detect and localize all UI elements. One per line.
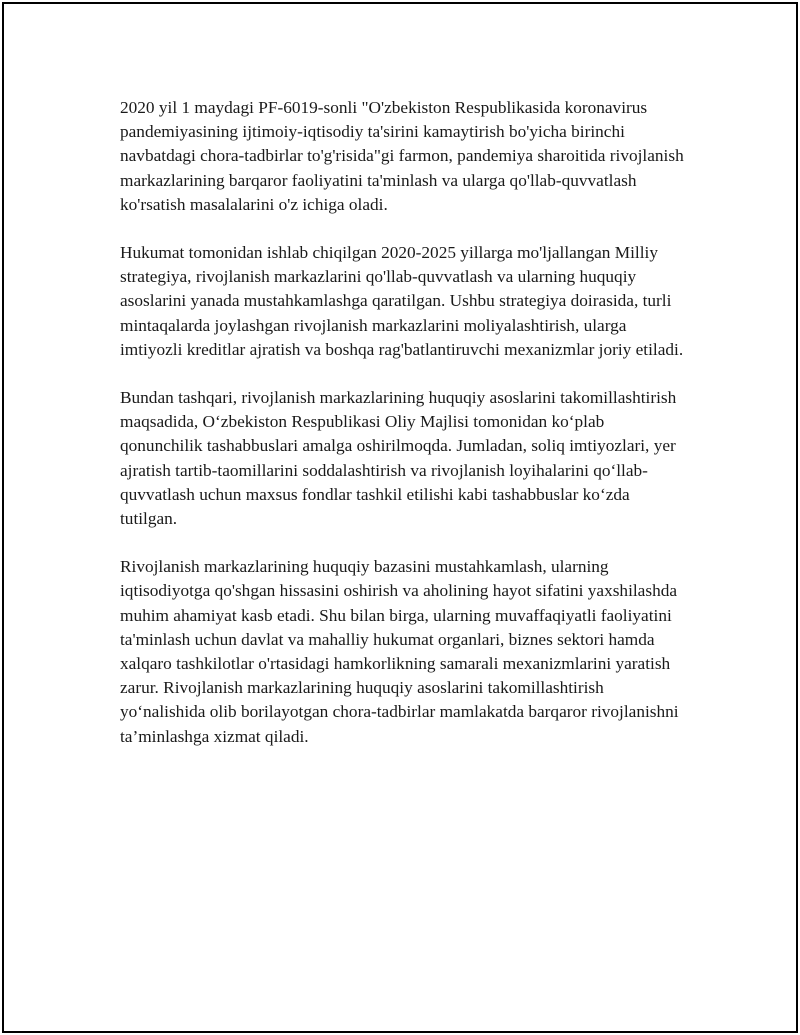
paragraph-national-strategy: Hukumat tomonidan ishlab chiqilgan 2020-2025 yillarga mo'ljallangan Milliy strategiya, rivojlanish markazlarini qo'llab-quvvatlash va ularning huquqiy asoslarini yanada mustahkamlashga qaratilgan. Ushbu strategiya doirasida, turli mintaqalarda joylashgan rivojlanish markazlarini moliyalashtirish, ularga imtiyozli kreditlar ajratish va boshqa rag'batlantiruvchi mexanizmlar joriy etiladi.: [120, 243, 684, 359]
paragraph-legislative-initiatives: Bundan tashqari, rivojlanish markazlarining huquqiy asoslarini takomillashtirish maqsadida, O‘zbekiston Respublikasi Oliy Majlisi tomonidan ko‘plab qonunchilik tashabbuslari amalga oshirilmoqda. Jumladan, soliq imtiyozlari, yer ajratish tartib-taomillarini soddalashtirish va rivojlanish loyihalarini qo‘llab-quvvatlash uchun maxsus fondlar tashkil etilishi kabi tashabbuslar ko‘zda tutilgan.: [120, 388, 677, 529]
page-frame: [2, 2, 798, 1033]
paragraph-legal-framework: Rivojlanish markazlarining huquqiy bazasini mustahkamlash, ularning iqtisodiyotga qo'shgan hissasini oshirish va aholining hayot sifatini yaxshilashda muhim ahamiyat kasb etadi. Shu bilan birga, ularning muvaffaqiyatli faoliyatini ta'minlash uchun davlat va mahalliy hukumat organlari, biznes sektori hamda xalqaro tashkilotlar o'rtasidagi hamkorlikning samarali mexanizmlarini yaratish zarur. Rivojlanish markazlarining huquqiy asoslarini takomillashtirish yo‘nalishida olib borilayotgan chora-tadbirlar mamlakatda barqaror rivojlanishni ta’minlashga xizmat qiladi.: [120, 557, 679, 746]
paragraph-decree: 2020 yil 1 maydagi PF-6019-sonli "O'zbekiston Respublikasida koronavirus pandemiyasining ijtimoiy-iqtisodiy ta'sirini kamaytirish bo'yicha birinchi navbatdagi chora-tadbirlar to'g'risida"gi farmon, pandemiya sharoitida rivojlanish markazlarining barqaror faoliyatini ta'minlash va ularga qo'llab-quvvatlash ko'rsatish masalalarini o'z ichiga oladi.: [120, 98, 684, 214]
document-body: [120, 96, 690, 773]
